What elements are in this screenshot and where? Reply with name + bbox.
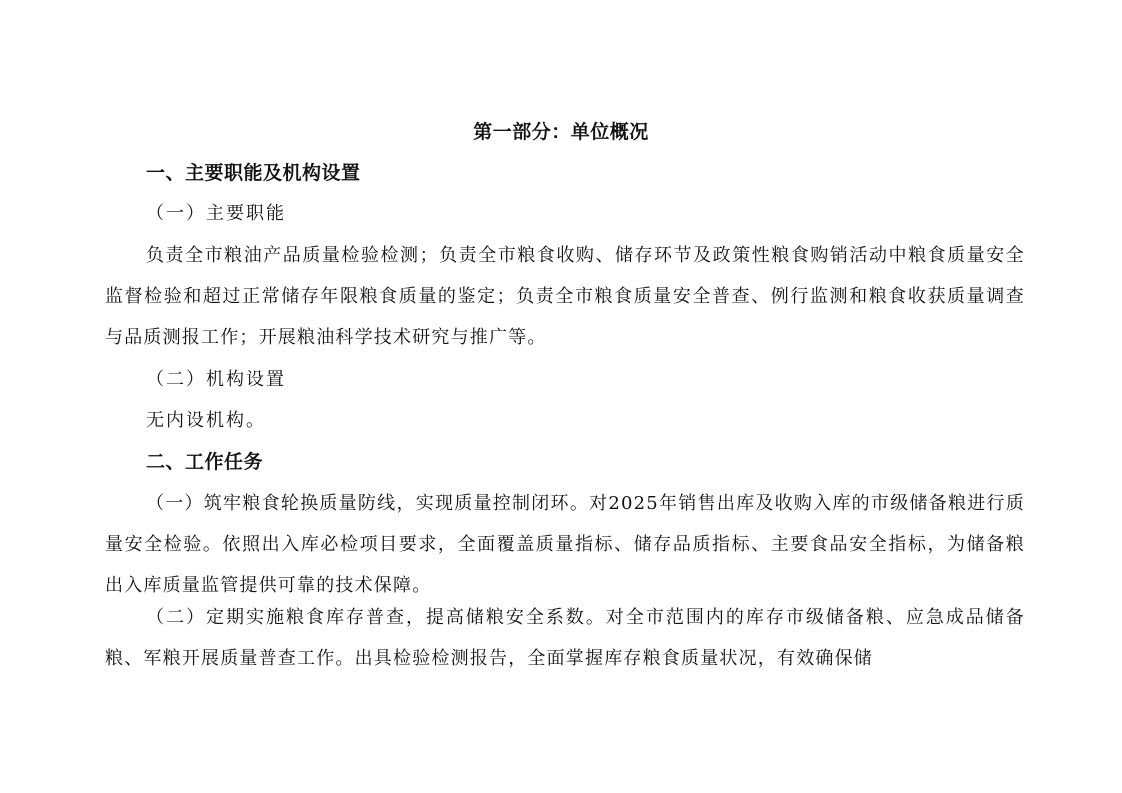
subheading-main-functions: （一）主要职能 xyxy=(146,203,286,224)
paragraph-task-1: （一）筑牢粮食轮换质量防线，实现质量控制闭环。对2025年销售出库及收购入库的市级储备粮进行质量安全检验。依照出入库必检项目要求，全面覆盖质量指标、储存品质指标、主要食品安全指标，为储备粮出入库质量监管提供可靠的技术保障。 xyxy=(105,493,1025,597)
paragraph-task-2: （二）定期实施粮食库存普查，提高储粮安全系数。对全市范围内的库存市级储备粮、应急成品储备粮、军粮开展质量普查工作。出具检验检测报告，全面掌握库存粮食质量状况，有效确保储 xyxy=(105,607,1025,670)
page-title: 第一部分：单位概况 xyxy=(473,121,649,143)
section-heading-functions: 一、主要职能及机构设置 xyxy=(146,162,361,184)
section-heading-tasks: 二、工作任务 xyxy=(146,451,264,473)
subheading-org-structure: （二）机构设置 xyxy=(146,369,286,390)
paragraph-main-functions: 负责全市粮油产品质量检验检测；负责全市粮食收购、储存环节及政策性粮食购销活动中粮食质量安全监督检验和超过正常储存年限粮食质量的鉴定；负责全市粮食质量安全普查、例行监测和粮食收获质量调查与品质测报工作；开展粮油科学技术研究与推广等。 xyxy=(105,245,1025,349)
paragraph-org-structure: 无内设机构。 xyxy=(146,410,266,431)
